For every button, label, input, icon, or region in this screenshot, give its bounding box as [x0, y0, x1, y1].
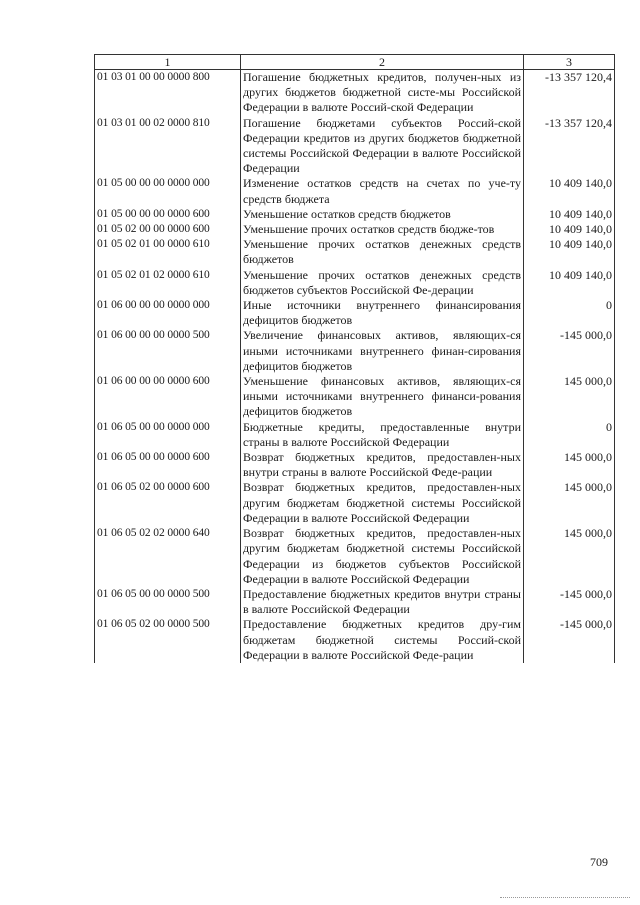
row-code: 01 06 00 00 00 0000 600 [95, 374, 241, 420]
row-amount: 0 [524, 420, 615, 450]
table-row [95, 617, 615, 663]
row-code: 01 06 05 02 00 0000 600 [95, 480, 241, 526]
row-amount: 145 000,0 [524, 450, 615, 480]
table-row [95, 587, 615, 617]
row-code: 01 06 05 00 00 0000 500 [95, 587, 241, 617]
table-row [95, 450, 615, 480]
row-code: 01 05 00 00 00 0000 000 [95, 176, 241, 206]
table-row [95, 526, 615, 587]
row-description: Возврат бюджетных кредитов, предоставлен-ных другим бюджетам бюджетной системы Российской Федерации в валюте Российской Федерации [241, 480, 524, 526]
row-description: Бюджетные кредиты, предоставленные внутри страны в валюте Российской Федерации [241, 420, 524, 450]
row-description: Возврат бюджетных кредитов, предоставлен-ных другим бюджетам бюджетной системы Российской Федерации из бюджетов субъектов Российской Федерации в валюте Российской Федерации [241, 526, 524, 587]
table-body [95, 70, 615, 663]
row-code: 01 06 05 00 00 0000 000 [95, 420, 241, 450]
row-amount: -13 357 120,4 [524, 70, 615, 116]
page-number: 709 [590, 855, 608, 869]
row-code: 01 05 02 01 00 0000 610 [95, 237, 241, 267]
row-code: 01 06 05 00 00 0000 600 [95, 450, 241, 480]
row-code: 01 03 01 00 00 0000 800 [95, 70, 241, 116]
row-code: 01 05 02 01 02 0000 610 [95, 268, 241, 298]
header-col-3: 3 [524, 55, 615, 70]
table-row [95, 222, 615, 237]
row-description: Изменение остатков средств на счетах по уче-ту средств бюджета [241, 176, 524, 206]
row-code: 01 03 01 00 02 0000 810 [95, 116, 241, 177]
row-amount: 145 000,0 [524, 480, 615, 526]
row-code: 01 06 05 02 02 0000 640 [95, 526, 241, 587]
row-amount: -145 000,0 [524, 587, 615, 617]
row-amount: 10 409 140,0 [524, 176, 615, 206]
row-amount: 145 000,0 [524, 374, 615, 420]
row-amount: 10 409 140,0 [524, 237, 615, 267]
row-amount: 145 000,0 [524, 526, 615, 587]
row-description: Иные источники внутреннего финансирования дефицитов бюджетов [241, 298, 524, 328]
footer-rule [500, 897, 630, 898]
row-amount: -145 000,0 [524, 617, 615, 663]
table-row [95, 298, 615, 328]
row-description: Уменьшение прочих остатков средств бюдже-тов [241, 222, 524, 237]
row-code: 01 06 00 00 00 0000 500 [95, 328, 241, 374]
table-row [95, 176, 615, 206]
row-amount: -13 357 120,4 [524, 116, 615, 177]
table-header-row [95, 55, 615, 70]
table-row [95, 268, 615, 298]
row-description: Предоставление бюджетных кредитов внутри страны в валюте Российской Федерации [241, 587, 524, 617]
table-row [95, 420, 615, 450]
row-description: Увеличение финансовых активов, являющих-ся иными источниками внутреннего финан-сирования дефицитов бюджетов [241, 328, 524, 374]
table-row [95, 374, 615, 420]
row-amount: 10 409 140,0 [524, 207, 615, 222]
row-code: 01 06 00 00 00 0000 000 [95, 298, 241, 328]
row-description: Погашение бюджетных кредитов, получен-ных из других бюджетов бюджетной систе-мы Российской Федерации в валюте Россий-ской Федерации [241, 70, 524, 116]
row-description: Погашение бюджетами субъектов Россий-ской Федерации кредитов из других бюджетов бюджетной системы Российской Федерации в валюте Российской Федерации [241, 116, 524, 177]
row-code: 01 06 05 02 00 0000 500 [95, 617, 241, 663]
header-col-1: 1 [95, 55, 241, 70]
row-code: 01 05 02 00 00 0000 600 [95, 222, 241, 237]
table-row [95, 207, 615, 222]
row-description: Уменьшение прочих остатков денежных средств бюджетов субъектов Российской Фе-дерации [241, 268, 524, 298]
table-row [95, 70, 615, 116]
row-description: Возврат бюджетных кредитов, предоставлен-ных внутри страны в валюте Российской Феде-рации [241, 450, 524, 480]
row-amount: -145 000,0 [524, 328, 615, 374]
row-amount: 10 409 140,0 [524, 222, 615, 237]
row-description: Уменьшение остатков средств бюджетов [241, 207, 524, 222]
table-row [95, 328, 615, 374]
row-code: 01 05 00 00 00 0000 600 [95, 207, 241, 222]
table-row [95, 237, 615, 267]
row-amount: 0 [524, 298, 615, 328]
row-amount: 10 409 140,0 [524, 268, 615, 298]
row-description: Уменьшение финансовых активов, являющих-ся иными источниками внутреннего финанси-рования дефицитов бюджетов [241, 374, 524, 420]
row-description: Уменьшение прочих остатков денежных средств бюджетов [241, 237, 524, 267]
table-row [95, 116, 615, 177]
table-row [95, 480, 615, 526]
row-description: Предоставление бюджетных кредитов дру-гим бюджетам бюджетной системы Россий-ской Федерации в валюте Российской Феде-рации [241, 617, 524, 663]
header-col-2: 2 [241, 55, 524, 70]
budget-sources-table [94, 54, 615, 663]
